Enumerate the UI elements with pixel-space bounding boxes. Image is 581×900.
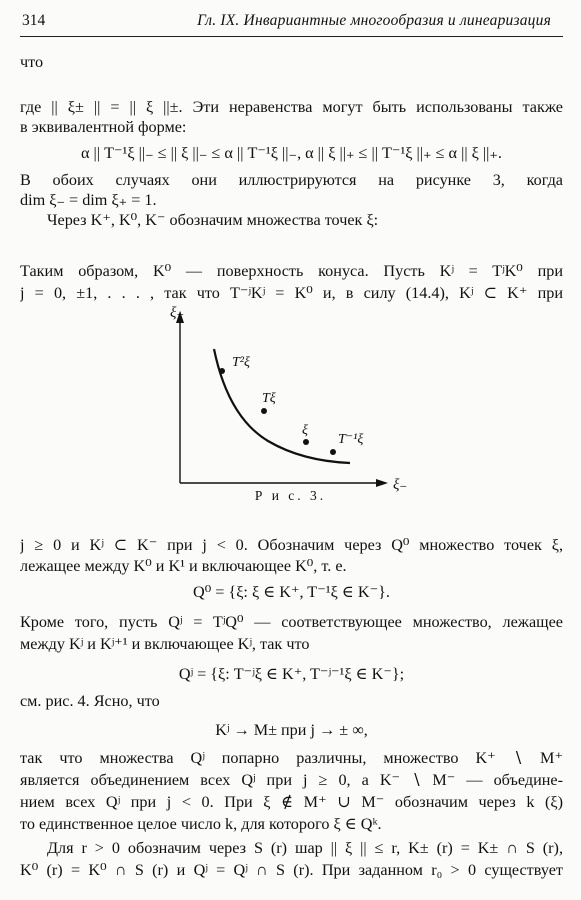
- x-axis-label: ξ₋: [393, 477, 408, 493]
- text-line: j = 0, ±1, . . . , так что T⁻ʲKʲ = K⁰ и, в силу (14.4), Kʲ ⊂ K⁺ при: [20, 284, 563, 302]
- text-line: нием всех Qʲ при j < 0. При ξ ∉ M⁺ ∪ M⁻ обозначим через k (ξ): [20, 793, 563, 811]
- page-header: [22, 12, 559, 34]
- point-xi: [303, 439, 309, 445]
- point-t2xi: [219, 368, 225, 374]
- display-equation: Kʲ → M± при j → ± ∞,: [215, 721, 368, 739]
- text-line: где || ξ± || = || ξ ||±. Эти неравенства могут быть использованы также: [20, 98, 563, 116]
- text-line: Кроме того, пусть Qʲ = TʲQ⁰ — соответствующее множество, лежащее: [20, 613, 563, 631]
- label-txi: Tξ: [262, 391, 276, 406]
- label-t2xi: T²ξ: [232, 355, 250, 370]
- text-line: в эквивалентной форме:: [20, 118, 187, 136]
- display-equation: Qʲ = {ξ: T⁻ʲξ ∈ K⁺, T⁻ʲ⁻¹ξ ∈ K⁻};: [178, 665, 405, 683]
- text-line: j ≥ 0 и Kʲ ⊂ K⁻ при j < 0. Обозначим через Q⁰ множество точек ξ,: [20, 536, 563, 554]
- page-number: 314: [22, 12, 46, 29]
- text-line: Таким образом, K⁰ — поверхность конуса. Пусть Kʲ = TʲK⁰ при: [20, 262, 563, 280]
- text-line: так что множества Qʲ попарно различны, множество K⁺ ∖ M⁺: [20, 749, 563, 767]
- display-equation: Q⁰ = {ξ: ξ ∈ K⁺, T⁻¹ξ ∈ K⁻}.: [193, 583, 390, 601]
- point-txi: [261, 408, 267, 414]
- text-line: Через K⁺, K⁰, K⁻ обозначим множества точек ξ:: [47, 211, 379, 229]
- y-axis-label: ξ₊: [170, 305, 185, 321]
- display-equation: α || T⁻¹ξ ||₋ ≤ || ξ ||₋ ≤ α || T⁻¹ξ ||₋, α || ξ ||₊ ≤ || T⁻¹ξ ||₊ ≤ α || ξ ||₊.: [81, 144, 502, 162]
- text-line: между Kʲ и Kʲ⁺¹ и включающее Kʲ, так что: [20, 635, 310, 653]
- header-rule: [20, 36, 563, 37]
- point-t-inv-xi: [330, 449, 336, 455]
- x-axis-arrow: [376, 479, 388, 487]
- running-title: Гл. IX. Инвариантные многообразия и линеаризация: [197, 12, 551, 29]
- text-line: см. рис. 4. Ясно, что: [20, 692, 160, 710]
- label-t-inv-xi: T⁻¹ξ: [338, 432, 364, 447]
- text-line: K⁰ (r) = K⁰ ∩ S (r) и Qʲ = Qʲ ∩ S (r). При заданном r₀ > 0 существует: [20, 861, 563, 879]
- text-line: dim ξ₋ = dim ξ₊ = 1.: [20, 191, 157, 209]
- text-line: то единственное целое число k, для которого ξ ∈ Qᵏ.: [20, 815, 382, 833]
- text-line: Для r > 0 обозначим через S (r) шар || ξ || ≤ r, K± (r) = K± ∩ S (r),: [47, 839, 563, 857]
- figure-caption: Р и с. 3.: [254, 488, 327, 503]
- label-xi: ξ: [302, 423, 308, 438]
- text-line: является объединением всех Qʲ при j ≥ 0, а K⁻ ∖ M⁻ — объедине-: [20, 771, 563, 789]
- text-line: лежащее между K⁰ и K¹ и включающее K⁰, т. е.: [20, 557, 347, 575]
- text-line: что: [20, 53, 44, 71]
- text-line: В обоих случаях они иллюстрируются на рисунке 3, когда: [20, 171, 563, 189]
